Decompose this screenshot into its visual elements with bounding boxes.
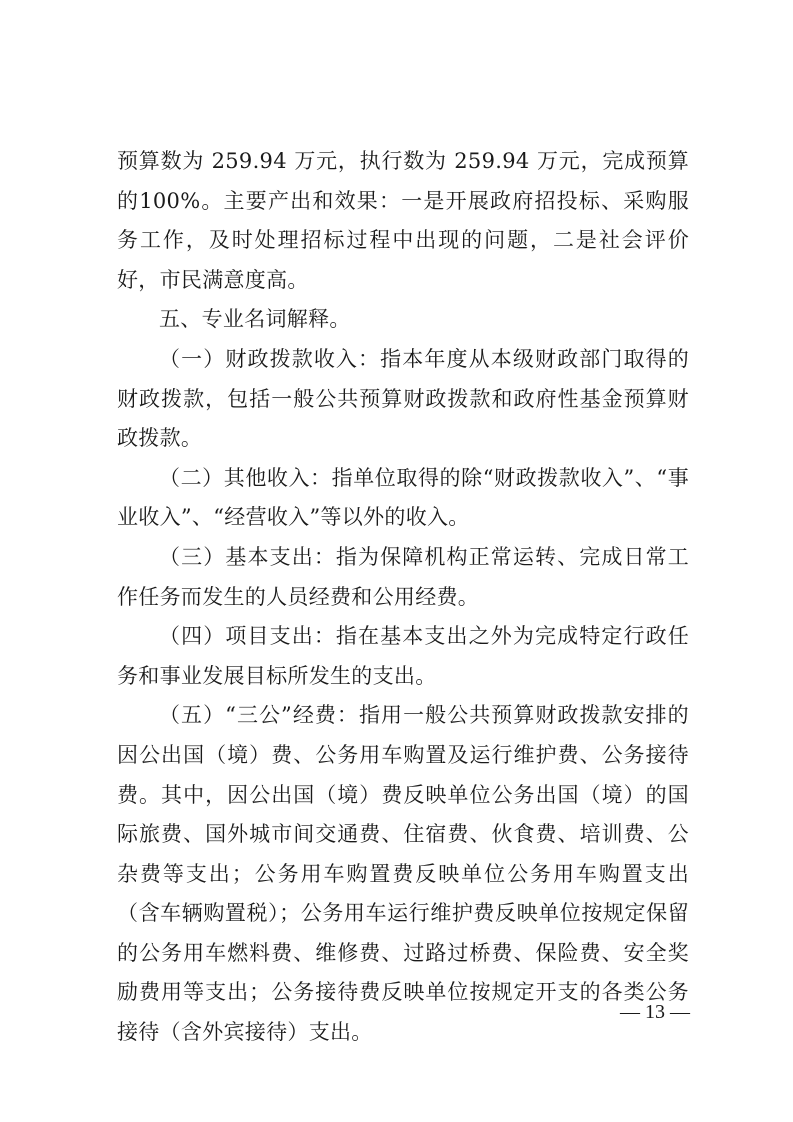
page-number: — 13 — [620, 1001, 690, 1023]
section-heading-terms: 五、专业名词解释。 [159, 307, 351, 332]
paragraph-budget-results: 预算数为 259.94 万元，执行数为 259.94 万元，完成预算的100%。主要产出和效果：一是开展政府招投标、采购服务工作，及时处理招标过程中出现的问题，二是社会评价好，市民满意度高。 [117, 149, 689, 292]
paragraph-term-fiscal-appropriation: （一）财政拨款收入：指本年度从本级财政部门取得的财政拨款，包括一般公共预算财政拨款和政府性基金预算财政拨款。 [117, 346, 689, 451]
paragraph-term-other-income: （二）其他收入：指单位取得的除“财政拨款收入”、“事业收入”、“经营收入”等以外的收入。 [117, 465, 689, 530]
body-text [117, 142, 689, 1053]
paragraph-term-project-expenditure: （四）项目支出：指在基本支出之外为完成特定行政任务和事业发展目标所发生的支出。 [117, 624, 689, 688]
paragraph-term-three-public-expenses: （五）“三公”经费：指用一般公共预算财政拨款安排的因公出国（境）费、公务用车购置及运行维护费、公务接待费。其中，因公出国（境）费反映单位公务出国（境）的国际旅费、国外城市间交通费、住宿费、伙食费、培训费、公杂费等支出；公务用车购置费反映单位公务用车购置支出（含车辆购置税）；公务用车运行维护费反映单位按规定保留的公务用车燃料费、维修费、过路过桥费、保险费、安全奖励费用等支出；公务接待费反映单位按规定开支的各类公务接待（含外宾接待）支出。 [117, 703, 689, 1045]
paragraph-term-basic-expenditure: （三）基本支出：指为保障机构正常运转、完成日常工作任务而发生的人员经费和公用经费。 [117, 544, 689, 609]
